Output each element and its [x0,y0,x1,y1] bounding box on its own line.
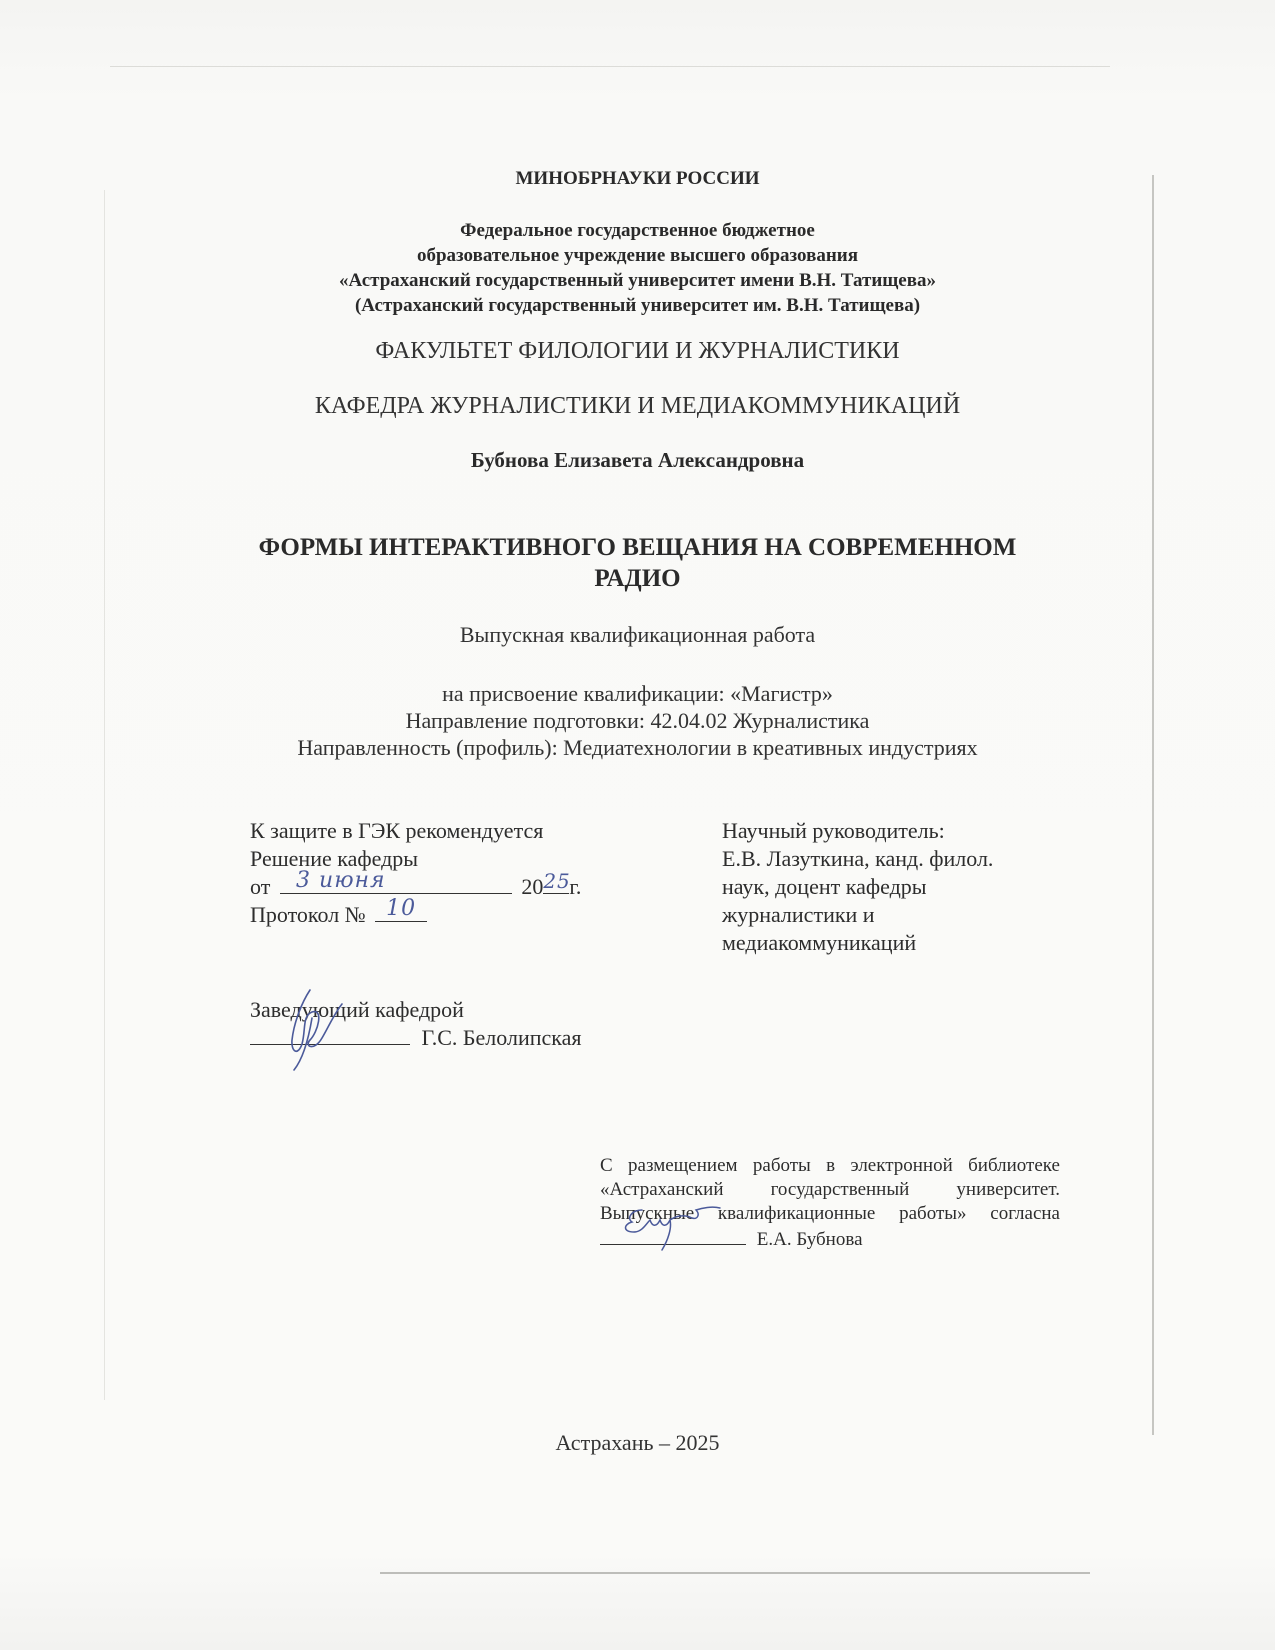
ministry-title: МИНОБРНАУКИ РОССИИ [515,168,760,189]
handwritten-date: 3 июня [296,868,386,893]
title-line: ФОРМЫ ИНТЕРАКТИВНОГО ВЕЩАНИЯ НА СОВРЕМЕННОМ [258,534,1017,561]
page-edge-top [110,66,1110,67]
from-label: от [250,874,271,899]
supervisor-block [722,817,1052,957]
supervisor-line: наук, доцент кафедры [722,874,927,899]
qualification-line: Направление подготовки: 42.04.02 Журналистика [405,708,870,733]
city-year: Астрахань – 2025 [555,1430,720,1455]
title-line: РАДИО [594,565,681,592]
qualification-line: Направленность (профиль): Медиатехнологии в креативных индустриях [297,735,978,760]
thesis-title [0,532,1275,594]
consent-line: Выпускные квалификационные работы» согласна [600,1203,1060,1224]
supervisor-line: журналистики и [722,902,875,927]
year-blank [543,869,571,894]
organization-name [0,218,1275,318]
supervisor-line: медиакоммуникаций [722,930,917,955]
protocol-line [250,896,670,929]
consent-name: Е.А. Бубнова [756,1229,863,1250]
date-line [250,868,670,901]
date-blank [280,868,512,894]
year-suffix: г. [569,874,582,899]
consent-line: С размещением работы в электронной библиотеке [600,1155,1060,1176]
chair-name: КАФЕДРА ЖУРНАЛИСТИКИ И МЕДИАКОММУНИКАЦИЙ [314,393,961,419]
protocol-blank [375,896,427,922]
author-signature [612,1196,732,1256]
head-signature [272,982,362,1074]
recommend-text: К защите в ГЭК рекомендуется [250,818,544,843]
handwritten-protocol: 10 [386,896,417,921]
protocol-label: Протокол № [250,902,366,927]
defense-recommendation [250,817,670,929]
consent-line: «Астраханский государственный университет. [600,1179,1060,1200]
org-line: «Астраханский государственный университет имени В.Н. Татищева» [338,270,936,291]
head-name: Г.С. Белолипская [421,1025,582,1050]
qualification-info [0,680,1275,761]
handwritten-year: 25 [543,869,571,893]
head-label: Заведующий кафедрой [250,997,464,1022]
supervisor-label: Научный руководитель: [722,818,945,843]
page-edge-bottom [380,1572,1090,1574]
faculty-name: ФАКУЛЬТЕТ ФИЛОЛОГИИ И ЖУРНАЛИСТИКИ [375,338,900,364]
year-prefix: 20 [521,874,544,899]
page-edge-left [104,190,105,1400]
qualification-line: на присвоение квалификации: «Магистр» [442,681,833,706]
org-line: (Астраханский государственный университет им. В.Н. Татищева) [354,295,921,316]
author-name: Бубнова Елизавета Александровна [470,448,805,472]
supervisor-line: Е.В. Лазуткина, канд. филол. [722,846,994,871]
org-line: образовательное учреждение высшего образования [416,245,859,266]
org-line: Федеральное государственное бюджетное [460,220,815,241]
work-type: Выпускная квалификационная работа [459,622,816,647]
decision-text: Решение кафедры [250,846,419,871]
